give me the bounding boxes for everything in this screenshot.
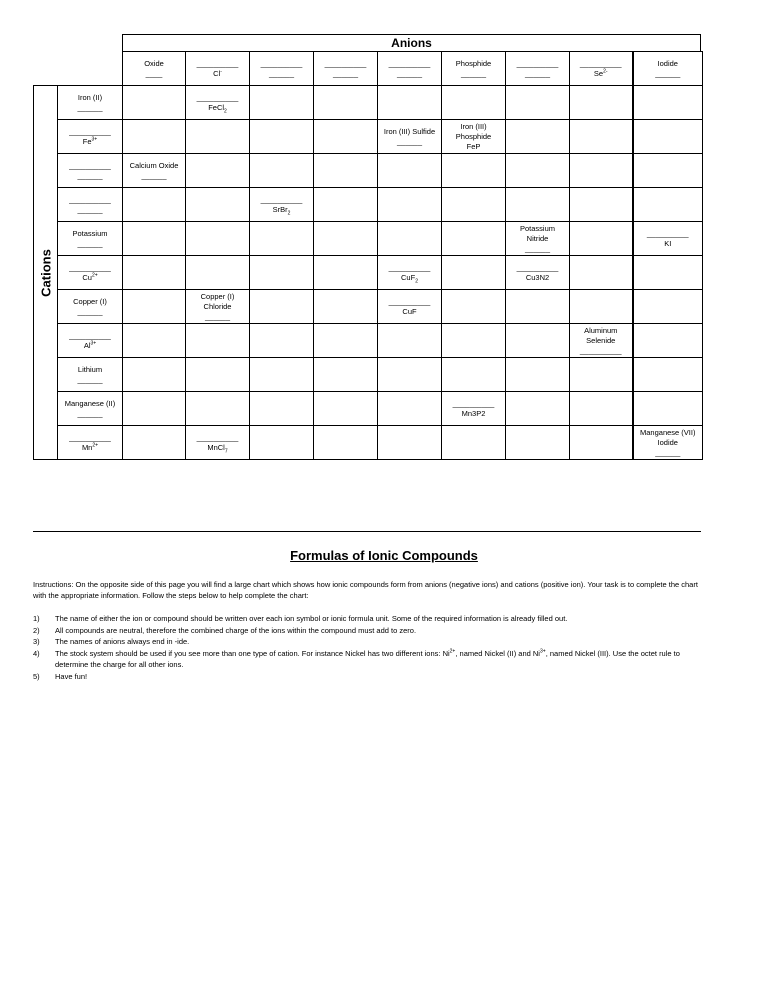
cation-cell <box>58 86 123 120</box>
compound-cell[interactable] <box>633 86 703 120</box>
answer-blank[interactable]: ______ <box>77 102 103 112</box>
compound-cell[interactable] <box>186 120 250 154</box>
compound-cell[interactable] <box>506 86 570 120</box>
compound-cell[interactable] <box>123 188 186 222</box>
compound-cell[interactable] <box>186 256 250 290</box>
anions-header: Anions <box>122 34 701 51</box>
compound-cell[interactable] <box>314 290 378 324</box>
compound-cell[interactable] <box>570 358 633 392</box>
cation-row-fe3 <box>58 120 703 154</box>
answer-blank[interactable]: __________ <box>260 58 303 68</box>
compound-cell[interactable] <box>570 120 633 154</box>
answer-blank[interactable]: ______ <box>77 204 103 214</box>
compound-formula: SrBr$_2$ <box>272 204 291 216</box>
compound-cell[interactable] <box>378 392 442 426</box>
cation-cell <box>58 290 123 324</box>
cation-cell <box>58 188 123 222</box>
compound-cell[interactable] <box>633 358 703 392</box>
anion-header-row <box>58 52 703 86</box>
compound-formula: MnCl$_7$ <box>207 442 228 454</box>
step-number: 1) <box>33 614 40 623</box>
compound-cell[interactable] <box>506 290 570 324</box>
answer-blank[interactable]: ______ <box>268 68 295 78</box>
compound-cell[interactable] <box>250 324 314 358</box>
compound-cell[interactable] <box>506 222 570 256</box>
answer-blank[interactable]: ______ <box>655 447 681 457</box>
step-item <box>33 625 693 637</box>
compound-cell[interactable] <box>378 290 442 324</box>
compound-cell[interactable] <box>250 154 314 188</box>
step-text: Have fun! <box>55 671 88 681</box>
compound-formula: CuF$_2$ <box>401 272 418 284</box>
compound-cell[interactable] <box>633 290 703 324</box>
compound-name: Aluminum <box>584 325 618 335</box>
step-item <box>33 671 693 683</box>
compound-cell[interactable] <box>633 324 703 358</box>
compound-cell[interactable] <box>123 290 186 324</box>
anion-oxide <box>123 52 186 86</box>
cation-name: Manganese (II) <box>64 398 116 408</box>
compound-cell[interactable] <box>570 426 633 460</box>
compound-cell[interactable] <box>378 222 442 256</box>
compound-cell[interactable] <box>442 392 506 426</box>
answer-blank[interactable]: __________ <box>388 262 431 272</box>
compound-cell[interactable] <box>123 222 186 256</box>
answer-blank[interactable]: __________ <box>196 58 239 68</box>
step-text: The stock system should be used if you see more than one type of cation. For instance Nickel has two different ions: $Ni^{2+}$, named Nickel (II) and $Ni^{3+}$, named Nickel (III). Use the octet rule to determine the charge for all other ions. <box>55 648 680 669</box>
cation-symbol: $Cu^{2+}$ <box>82 272 98 282</box>
answer-blank[interactable]: __________ <box>516 58 559 68</box>
compound-cell[interactable] <box>442 120 506 154</box>
compound-cell[interactable] <box>314 392 378 426</box>
compound-cell[interactable] <box>633 392 703 426</box>
section-divider <box>33 531 701 532</box>
anion-chloride <box>186 52 250 86</box>
compound-cell[interactable] <box>314 154 378 188</box>
anion-blank-5 <box>378 52 442 86</box>
anion-blank-4 <box>314 52 378 86</box>
compound-formula: CuF <box>402 306 417 316</box>
compound-name: Iron (III) <box>460 121 487 131</box>
compound-cell[interactable] <box>442 290 506 324</box>
compound-cell[interactable] <box>570 324 633 358</box>
answer-blank[interactable]: __________ <box>646 228 689 238</box>
cation-cell <box>58 154 123 188</box>
compound-cell[interactable] <box>378 188 442 222</box>
compound-cell[interactable] <box>633 120 703 154</box>
compound-cell[interactable] <box>442 324 506 358</box>
anion-phosphide <box>442 52 506 86</box>
cation-row-mn2 <box>58 426 703 460</box>
compound-formula: FeP <box>466 141 481 151</box>
compound-cell[interactable] <box>123 358 186 392</box>
answer-blank[interactable]: ______ <box>141 170 167 180</box>
compound-name: Potassium <box>519 223 555 233</box>
compound-cell[interactable] <box>506 324 570 358</box>
answer-blank[interactable]: __________ <box>196 92 239 102</box>
anion-iodide <box>633 52 703 86</box>
answer-blank[interactable]: ______ <box>524 68 551 78</box>
answer-blank[interactable]: ______ <box>77 170 103 180</box>
cation-cell <box>58 120 123 154</box>
compound-cell[interactable] <box>123 86 186 120</box>
compound-cell[interactable] <box>250 392 314 426</box>
cation-row-iron-ii <box>58 86 703 120</box>
compound-name: Selenide <box>586 335 616 345</box>
anion-symbol: Cl- <box>213 68 222 78</box>
compound-cell[interactable] <box>506 120 570 154</box>
compound-cell[interactable] <box>378 154 442 188</box>
compound-cell[interactable] <box>506 256 570 290</box>
cation-cell <box>58 256 123 290</box>
answer-blank[interactable]: __________ <box>579 58 622 68</box>
answer-blank[interactable]: ______ <box>77 238 103 248</box>
compound-formula: Mn3P2 <box>461 408 486 418</box>
cation-name: Iron (II) <box>77 92 103 102</box>
compound-name: Iron (III) Sulfide <box>383 126 436 136</box>
compound-cell[interactable] <box>250 120 314 154</box>
compound-cell[interactable] <box>186 392 250 426</box>
compound-cell[interactable] <box>633 154 703 188</box>
compound-cell[interactable] <box>314 358 378 392</box>
compound-cell[interactable] <box>442 222 506 256</box>
compound-cell[interactable] <box>506 154 570 188</box>
step-item <box>33 648 693 671</box>
document-title: Formulas of Ionic Compounds <box>290 548 478 563</box>
compound-cell[interactable] <box>186 188 250 222</box>
compound-cell[interactable] <box>123 426 186 460</box>
compound-cell[interactable] <box>123 256 186 290</box>
ionic-compounds-chart <box>57 51 703 460</box>
compound-cell[interactable] <box>123 154 186 188</box>
cation-row-potassium <box>58 222 703 256</box>
cation-row-manganese-ii <box>58 392 703 426</box>
compound-cell[interactable] <box>250 86 314 120</box>
anion-blank-3 <box>250 52 314 86</box>
compound-formula: Cu3N2 <box>525 272 550 282</box>
compound-name: Chloride <box>203 301 232 311</box>
compound-name: Calcium Oxide <box>129 160 179 170</box>
compound-cell[interactable] <box>123 392 186 426</box>
answer-blank[interactable]: __________ <box>579 345 622 355</box>
cation-row-cu2 <box>58 256 703 290</box>
instructions-paragraph: Instructions: On the opposite side of this page you will find a large chart which shows how ionic compounds form from anions (negative ions) and cations (positive ion). Your task is to complete the chart with the appropriate information. Follow the steps below to help complete the chart: <box>33 580 698 600</box>
compound-cell[interactable] <box>378 86 442 120</box>
cations-header: Cations <box>38 248 54 297</box>
answer-blank[interactable]: ______ <box>332 68 359 78</box>
compound-cell[interactable] <box>442 426 506 460</box>
answer-blank[interactable]: __________ <box>69 262 111 272</box>
anion-blank-7 <box>506 52 570 86</box>
compound-cell[interactable] <box>123 324 186 358</box>
compound-cell[interactable] <box>314 188 378 222</box>
anion-name: Phosphide <box>455 58 492 68</box>
step-number: 3) <box>33 637 40 646</box>
cation-row-lithium <box>58 358 703 392</box>
answer-blank[interactable]: ______ <box>77 374 103 384</box>
compound-name: Iodide <box>657 437 678 447</box>
cation-cell <box>58 324 123 358</box>
step-text: The names of anions always end in -ide. <box>55 637 190 646</box>
compound-cell[interactable] <box>570 392 633 426</box>
answer-blank[interactable]: ______ <box>524 243 551 253</box>
answer-blank[interactable]: ______ <box>204 311 231 321</box>
answer-blank[interactable]: __________ <box>324 58 367 68</box>
cation-row-al3 <box>58 324 703 358</box>
compound-cell[interactable] <box>633 426 703 460</box>
compound-cell[interactable] <box>378 358 442 392</box>
compound-cell[interactable] <box>506 188 570 222</box>
step-item <box>33 636 693 648</box>
answer-blank[interactable]: __________ <box>196 432 239 442</box>
answer-blank[interactable]: ______ <box>396 68 423 78</box>
compound-cell[interactable] <box>250 290 314 324</box>
cation-symbol: $Al^{3+}$ <box>83 340 97 350</box>
compound-cell[interactable] <box>570 290 633 324</box>
answer-blank[interactable]: __________ <box>388 296 431 306</box>
compound-cell[interactable] <box>314 86 378 120</box>
cations-header-cell <box>33 85 58 460</box>
answer-blank[interactable]: __________ <box>69 330 111 340</box>
answer-blank[interactable]: ______ <box>77 306 103 316</box>
compound-cell[interactable] <box>633 188 703 222</box>
compound-name: Phosphide <box>455 131 492 141</box>
answer-blank[interactable]: ______ <box>655 68 681 78</box>
compound-cell[interactable] <box>314 324 378 358</box>
cation-name: Potassium <box>72 228 108 238</box>
cation-row-copper-i <box>58 290 703 324</box>
compound-cell[interactable] <box>506 426 570 460</box>
compound-cell[interactable] <box>250 188 314 222</box>
step-text: All compounds are neutral, therefore the combined charge of the ions within the compound must add to zero. <box>55 625 417 635</box>
compound-cell[interactable] <box>186 154 250 188</box>
compound-cell[interactable] <box>250 426 314 460</box>
compound-cell[interactable] <box>570 222 633 256</box>
compound-cell[interactable] <box>633 222 703 256</box>
step-number: 5) <box>33 671 40 681</box>
cation-cell <box>58 222 123 256</box>
compound-cell[interactable] <box>442 86 506 120</box>
compound-cell[interactable] <box>570 86 633 120</box>
cation-cell <box>58 392 123 426</box>
anion-selenide <box>570 52 633 86</box>
cation-name: Copper (I) <box>73 296 107 306</box>
compound-name: Nitride <box>526 233 549 243</box>
corner-cell <box>58 52 123 86</box>
answer-blank[interactable]: __________ <box>516 262 559 272</box>
compound-cell[interactable] <box>378 256 442 290</box>
compound-cell[interactable] <box>378 324 442 358</box>
step-number: 2) <box>33 625 40 635</box>
compound-cell[interactable] <box>250 222 314 256</box>
answer-blank[interactable]: ______ <box>460 68 487 78</box>
compound-cell[interactable] <box>250 256 314 290</box>
compound-cell[interactable] <box>123 120 186 154</box>
answer-blank[interactable]: __________ <box>69 126 111 136</box>
answer-blank[interactable]: __________ <box>69 160 111 170</box>
instructions-steps <box>33 613 693 682</box>
compound-name: Copper (I) <box>200 291 235 301</box>
compound-cell[interactable] <box>314 256 378 290</box>
answer-blank[interactable]: ______ <box>77 408 103 418</box>
cation-row-3 <box>58 154 703 188</box>
compound-cell[interactable] <box>186 324 250 358</box>
compound-cell[interactable] <box>570 256 633 290</box>
compound-cell[interactable] <box>186 86 250 120</box>
answer-blank[interactable]: __________ <box>69 194 111 204</box>
compound-name: Manganese (VII) <box>640 427 696 437</box>
compound-cell[interactable] <box>186 426 250 460</box>
step-text: The name of either the ion or compound should be written over each ion symbol or ionic formula unit. Some of the required information is already filled out. <box>55 614 568 623</box>
answer-blank[interactable]: __________ <box>260 194 303 204</box>
compound-cell[interactable] <box>570 188 633 222</box>
compound-cell[interactable] <box>378 120 442 154</box>
compound-cell[interactable] <box>186 222 250 256</box>
compound-cell[interactable] <box>186 358 250 392</box>
anion-name: Iodide <box>657 58 678 68</box>
compound-cell[interactable] <box>250 358 314 392</box>
compound-cell[interactable] <box>442 358 506 392</box>
compound-cell[interactable] <box>314 222 378 256</box>
cation-name: Lithium <box>77 364 103 374</box>
compound-cell[interactable] <box>314 426 378 460</box>
compound-formula: KI <box>664 238 672 248</box>
answer-blank[interactable]: __________ <box>388 58 431 68</box>
compound-cell[interactable] <box>442 188 506 222</box>
cation-cell <box>58 426 123 460</box>
compound-cell[interactable] <box>186 290 250 324</box>
compound-cell[interactable] <box>506 358 570 392</box>
anion-symbol: $Se^{2-}$ <box>593 68 608 78</box>
step-item <box>33 613 693 625</box>
anion-name: Oxide <box>144 58 164 68</box>
answer-blank[interactable]: __________ <box>452 398 495 408</box>
compound-cell[interactable] <box>442 256 506 290</box>
compound-cell[interactable] <box>378 426 442 460</box>
cation-cell <box>58 358 123 392</box>
answer-blank[interactable]: ______ <box>396 136 423 146</box>
answer-blank[interactable]: __________ <box>69 432 111 442</box>
cation-symbol: $Mn^{2+}$ <box>81 442 99 452</box>
compound-cell[interactable] <box>570 154 633 188</box>
cation-row-4 <box>58 188 703 222</box>
compound-cell[interactable] <box>442 154 506 188</box>
compound-cell[interactable] <box>506 392 570 426</box>
answer-blank[interactable]: ____ <box>145 68 163 78</box>
cation-symbol: $Fe^{3+}$ <box>82 136 98 146</box>
compound-cell[interactable] <box>314 120 378 154</box>
step-number: 4) <box>33 648 40 658</box>
compound-formula: FeCl$_2$ <box>208 102 227 114</box>
compound-cell[interactable] <box>633 256 703 290</box>
